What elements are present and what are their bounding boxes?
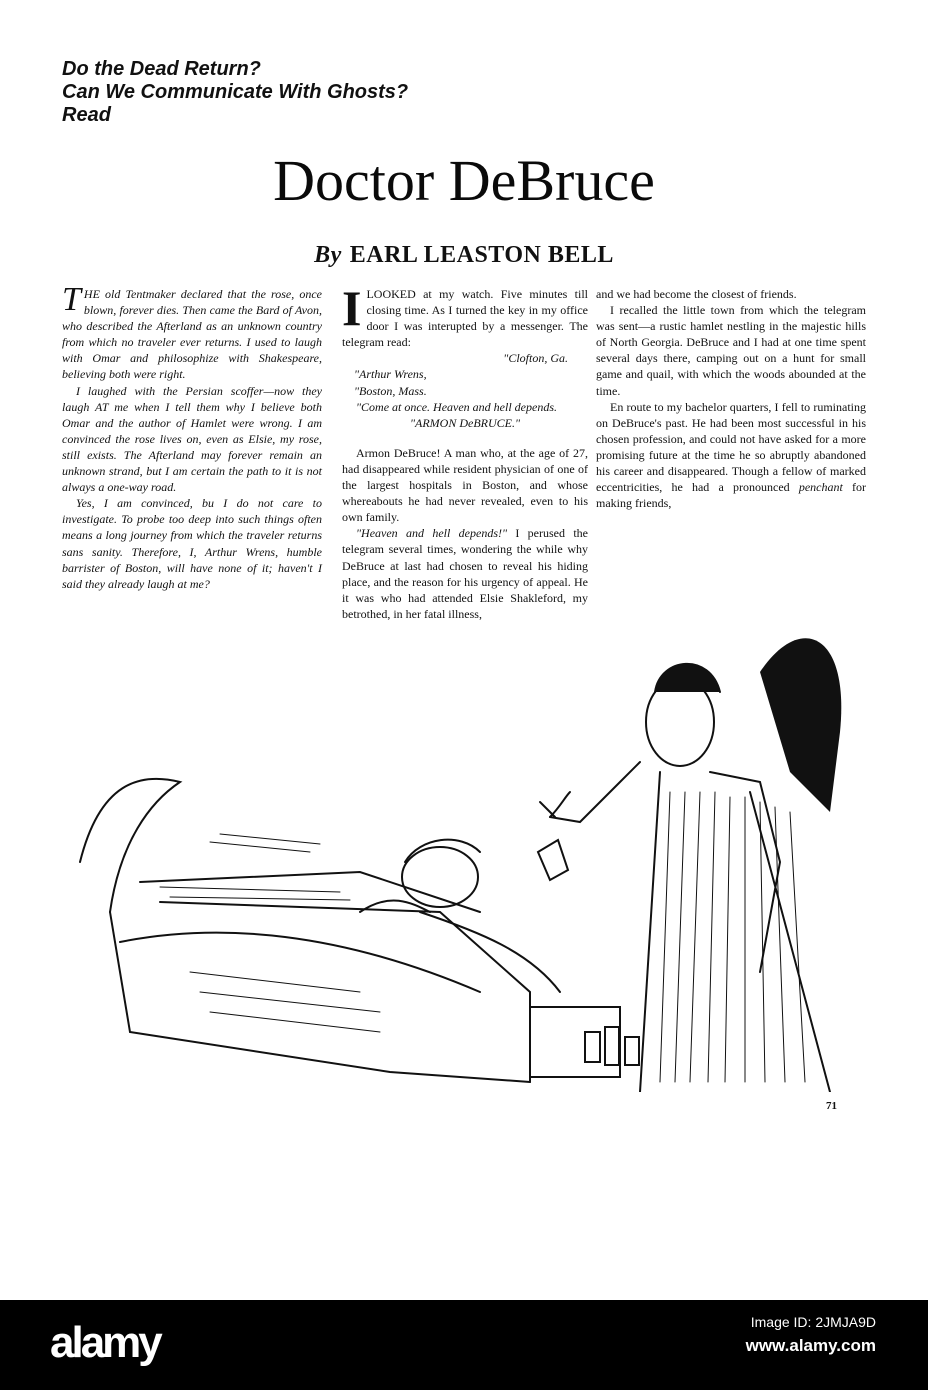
- telegram-place: "Clofton, Ga.: [503, 351, 568, 366]
- kicker: [62, 58, 408, 127]
- kicker-line-3: Read: [62, 104, 111, 126]
- column-3: [596, 286, 866, 511]
- patient: [360, 840, 560, 992]
- glass: [538, 840, 568, 880]
- suit-stripes: [660, 792, 805, 1082]
- paragraph: I recalled the little town from which the telegram was sent—a rustic hamlet nestling in the majestic hills of North Georgia. DeBruce and I had at one time spent several days there, camping out on a hunt for small game and quail, with which the woods abounded at the time.: [596, 303, 866, 398]
- kicker-line-1: Do the Dead Return?: [62, 58, 261, 80]
- illustration: [60, 612, 880, 1092]
- paragraph: [62, 281, 322, 383]
- bed: [80, 779, 620, 1082]
- emphasis: penchant: [798, 480, 843, 495]
- bottles: [585, 1027, 639, 1065]
- quote: "Heaven and hell depends!": [356, 526, 508, 541]
- drop-cap: T: [62, 281, 81, 318]
- paragraph: [342, 280, 588, 350]
- column-2: [342, 280, 588, 622]
- byline: [0, 242, 928, 269]
- story-title: Doctor DeBruce: [273, 148, 655, 213]
- telegram-city: "Boston, Mass.: [354, 383, 427, 398]
- alamy-logo: alamy: [50, 1318, 160, 1367]
- kicker-line-2: Can We Communicate With Ghosts?: [62, 81, 409, 103]
- paragraph-text: for making friends,: [596, 480, 866, 511]
- image-id: Image ID: 2JMJA9D: [750, 1314, 876, 1330]
- paragraph: [342, 525, 588, 622]
- telegram-signature: "ARMON DeBRUCE.": [409, 415, 521, 430]
- byline-author: EARL LEASTON BELL: [349, 242, 614, 268]
- paragraph-text: HE old Tentmaker declared that the rose, once blown, forever dies. Then came the Bard of Avon, who described the Afterland as an unknown country from which no traveler ever returns. I used to laugh with Omar and philosophize with Shakespeare, believing both were right.: [62, 287, 322, 382]
- page-number: 71: [826, 1100, 837, 1112]
- column-1: [62, 281, 322, 592]
- telegram-recipient: "Arthur Wrens,: [354, 367, 427, 382]
- drop-cap: I: [342, 280, 362, 336]
- paragraph-text: I perused the telegram several times, wondering the while why DeBruce at last had chosen to reveal his hiding place, and the reason for his urgency of appeal. He it was who had attended Elsie Shakleford, my betrothed, in her fatal illness,: [342, 526, 588, 621]
- paragraph: [596, 399, 866, 512]
- paragraph-text: LOOKED at my watch. Five minutes till closing time. As I turned the key in my office door I was interupted by a messenger. The telegram read:: [342, 287, 588, 350]
- paragraph: and we had become the closest of friends.: [596, 287, 797, 301]
- byline-by: By: [314, 242, 342, 268]
- telegram: [342, 350, 588, 430]
- paragraph: Yes, I am convinced, bu I do not care to investigate. To probe too deep into such things often means a long journey from which the traveler returns sans sanity. Therefore, I, Arthur Wrens, humble barrister of Boston, will have none of it; haven't I said they already laugh at me?: [62, 496, 322, 591]
- paragraph: I laughed with the Persian scoffer—now they laugh AT me when I tell them why I believe both Omar and the author of Hamlet were wrong. I am convinced the rose lives on, even as Elsie, my rose, still exists. The Afterland may forever remain an unknown strand, but I am certain the path to it is not always a one-way road.: [62, 383, 322, 495]
- watermark-banner: [0, 1300, 928, 1390]
- shadow: [760, 638, 841, 812]
- site-url[interactable]: www.alamy.com: [745, 1336, 876, 1355]
- paragraph-text: En route to my bachelor quarters, I fell to ruminating on DeBruce's past. He had been most successful in his chosen profession, and could not have asked for a more promising future at the time he so abruptly abandoned his career and disappeared. Though a fellow of marked eccentricities, he had a pronounced: [596, 399, 866, 495]
- telegram-body: "Come at once. Heaven and hell depends.: [356, 399, 557, 414]
- paragraph: Armon DeBruce! A man who, at the age of 27, had disappeared while resident physician of one of the largest hospitals in Boston, and whose whereabouts he had never revealed, even to his own family.: [342, 445, 588, 525]
